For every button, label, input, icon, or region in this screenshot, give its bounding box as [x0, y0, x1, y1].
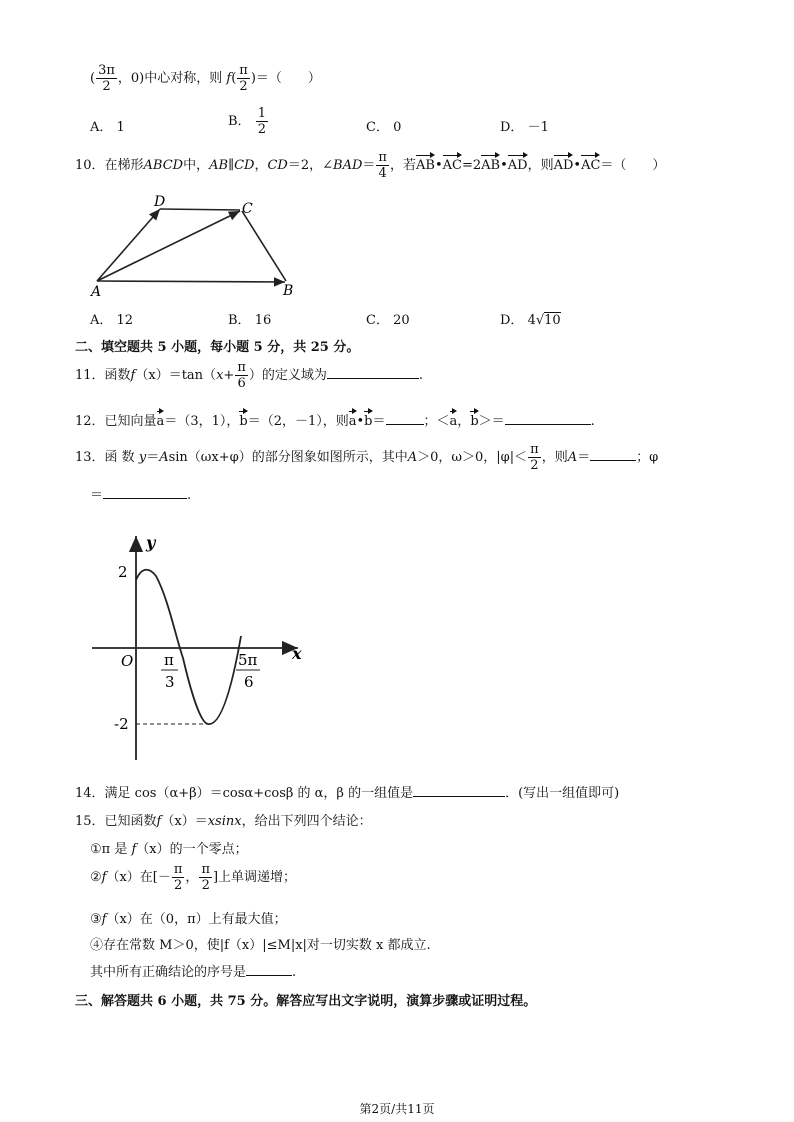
q12-angle-blank[interactable]	[505, 412, 591, 425]
q13-a-blank[interactable]	[590, 448, 636, 461]
q13-line2: ＝ .	[90, 488, 192, 503]
q10-option-a[interactable]: A． 12	[90, 313, 134, 328]
q9-paren: (	[90, 71, 96, 86]
label-a: A	[91, 284, 102, 300]
q9-text: ，0)中心对称，则	[117, 71, 223, 86]
sine-graph	[88, 528, 318, 768]
y-min-label: -2	[114, 715, 129, 733]
page-footer: 第2页/共11页	[359, 1102, 435, 1116]
segment-dc	[160, 209, 240, 210]
tick-5pi-6-num: 5π	[238, 651, 258, 669]
vector-ac: AC	[442, 158, 462, 173]
q10-option-c[interactable]: C． 20	[366, 313, 410, 328]
label-c: C	[242, 201, 253, 217]
sqrt-icon: √	[535, 313, 545, 328]
vector-a: a	[156, 414, 165, 429]
sine-curve	[136, 570, 241, 724]
q15-conclusion-2: ②f（x）在[－ $\frac{\pi}{2}$ ， $\frac{\pi}{2}$ ]上单调递增；	[90, 862, 297, 893]
vector-ab: AB	[415, 158, 435, 173]
section-2-heading: 二、填空题共 5 小题，每小题 5 分，共 25 分。	[75, 340, 360, 355]
q15-stem: 15．已知函数f（x）＝xsinx，给出下列四个结论：	[75, 814, 372, 829]
q10-option-b[interactable]: B． 16	[228, 313, 272, 328]
q11-stem: 11．函数f（x）＝tan（x+ $\frac{\pi}{6}$ ）的定义域为 .	[75, 360, 424, 391]
q9-stem: ( $\frac{3\pi}{2}$ ，0)中心对称，则 f( $\frac{\pi}{2}$ )＝（ ）	[90, 63, 321, 94]
q12-dot-product-blank[interactable]	[386, 412, 424, 425]
q13-phi-blank[interactable]	[103, 486, 187, 499]
q10-angle-fraction: $\frac{\pi}{4}$	[378, 150, 387, 181]
q9-center-fraction: $\frac{3\pi}{2}$	[98, 63, 115, 94]
q9-option-b[interactable]: B． $\frac{1}{2}$	[228, 106, 266, 137]
q9-option-c[interactable]: C． 0	[366, 120, 402, 135]
q10-stem: 10．在梯形ABCD中，AB∥CD，CD＝2，∠BAD＝ $\frac{\pi}{4}$ ，若AB•AC=2AB•AD，则AD•AC＝（ ）	[75, 150, 666, 181]
y-max-label: 2	[118, 563, 128, 581]
q13-stem: 13．函 数 y＝Asin（ωx+φ）的部分图象如图所示，其中A＞0，ω＞0，|φ|＜ $\frac{\pi}{2}$ ，则A＝ ；φ	[75, 442, 659, 473]
q9-option-a[interactable]: A． 1	[90, 120, 125, 135]
tick-5pi-6-den: 6	[244, 673, 254, 691]
x-axis-label: x	[292, 644, 302, 663]
q15-conclusion-4: ④存在常数 M＞0，使|f（x）|≤M|x|对一切实数 x 都成立.	[90, 938, 431, 953]
tick-pi-3-den: 3	[165, 673, 175, 691]
trapezoid-figure	[85, 193, 305, 303]
segment-cb	[242, 211, 286, 281]
vector-b: b	[239, 414, 248, 429]
segment-ad	[97, 209, 160, 281]
q15-ask: 其中所有正确结论的序号是 .	[90, 965, 297, 980]
q12-stem: 12．已知向量a＝（3，1），b＝（2，－1），则a•b＝ ；＜a，b＞＝ .	[75, 414, 595, 429]
q9-arg-fraction: $\frac{\pi}{2}$	[239, 63, 248, 94]
segment-ac	[97, 211, 240, 281]
q15-conclusion-1: ①π 是 f（x）的一个零点；	[90, 842, 248, 857]
y-axis-label: y	[146, 533, 156, 552]
tick-pi-3-num: π	[164, 651, 174, 669]
q9-option-d[interactable]: D． －1	[500, 120, 549, 135]
q14-stem: 14．满足 cos（α+β）＝cosα+cosβ 的 α，β 的一组值是 ．(写出一组值即可)	[75, 786, 620, 801]
vector-ad: AD	[507, 158, 528, 173]
origin-label: O	[121, 652, 134, 670]
section-3-heading: 三、解答题共 6 小题，共 75 分。解答应写出文字说明，演算步骤或证明过程。	[75, 994, 537, 1009]
q10-option-d[interactable]: D． 4√10	[500, 313, 561, 328]
q15-conclusion-3: ③f（x）在（0，π）上有最大值；	[90, 912, 287, 927]
label-b: B	[283, 283, 294, 299]
label-d: D	[154, 194, 166, 210]
q14-answer-blank[interactable]	[413, 784, 505, 797]
segment-ab	[97, 281, 285, 282]
q11-answer-blank[interactable]	[327, 366, 419, 379]
q15-answer-blank[interactable]	[246, 963, 292, 976]
